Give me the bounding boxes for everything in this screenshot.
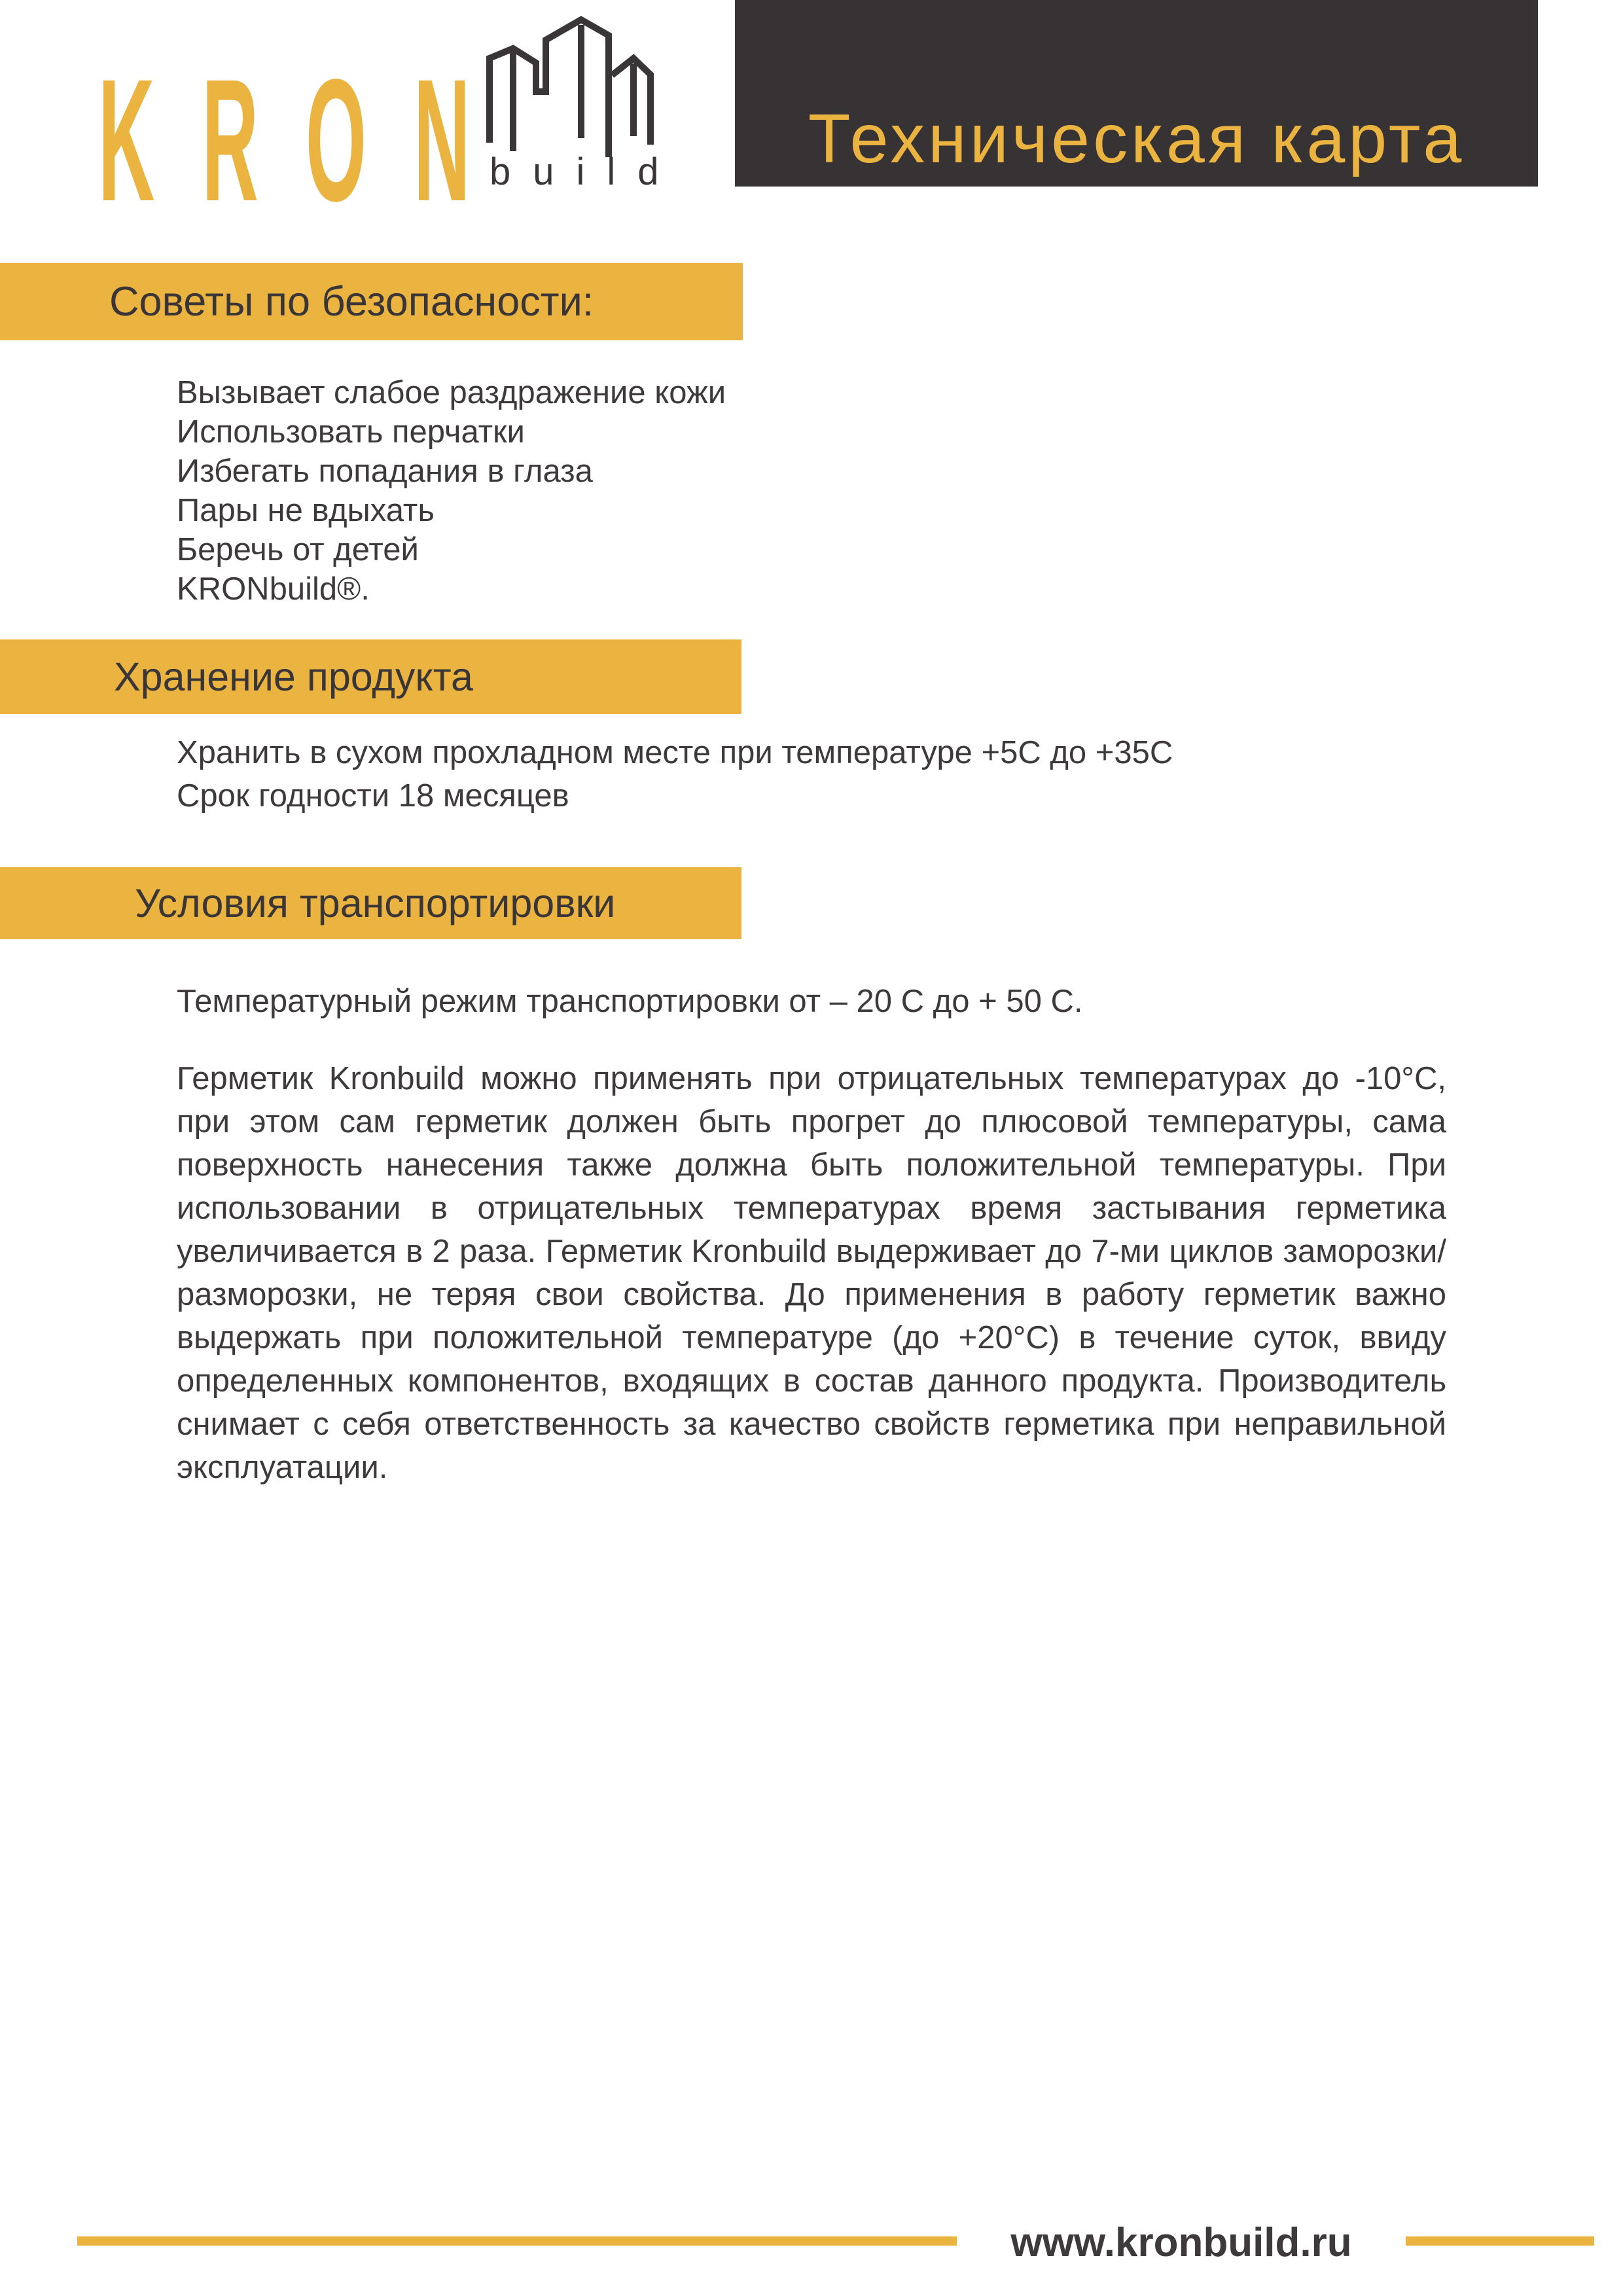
kron-logo-build-text: build xyxy=(490,151,681,193)
storage-line: Срок годности 18 месяцев xyxy=(177,778,569,814)
safety-item: Использовать перчатки xyxy=(177,414,525,450)
footer-website-link[interactable]: www.kronbuild.ru xyxy=(1010,2220,1352,2265)
section-banner-safety xyxy=(0,263,743,340)
building-skyline-icon xyxy=(470,0,660,164)
transport-intro-line: Температурный режим транспортировки от – 20 С до + 50 С. xyxy=(177,984,1083,1019)
safety-item: KRONbuild®. xyxy=(177,571,370,607)
section-banner-storage xyxy=(0,639,741,714)
section-banner-transport xyxy=(0,867,741,939)
storage-line: Хранить в сухом прохладном месте при температуре +5С до +35С xyxy=(177,735,1173,770)
safety-item: Беречь от детей xyxy=(177,532,419,567)
storage-info xyxy=(177,731,1173,817)
page-title: Техническая карта xyxy=(808,100,1465,178)
section-heading-safety: Советы по безопасности: xyxy=(109,279,594,325)
footer-rule-right xyxy=(1406,2236,1594,2246)
safety-list xyxy=(177,373,726,609)
transport-body-paragraph: Герметик Kronbuild можно применять при отрицательных температурах до -10°С, при этом сам герметик должен быть прогрет до плюсовой температуры, сама поверхность нанесения также должна быть положительной температуры. При использовании в отрицательных температурах время застывания герметика увеличивается в 2 раза. Герметик Kronbuild выдерживает до 7-ми циклов заморозки/разморозки, не теряя свои свойства. До применения в работу герметик важно выдержать при положительной температуре (до +20°С) в течение суток, ввиду определенных компонентов, входящих в состав данного продукта. Производитель снимает с себя ответственность за качество свойств герметика при неправильной эксплуатации. xyxy=(177,1061,1446,1485)
skyline-outline xyxy=(490,20,609,157)
kron-logo-wordmark xyxy=(98,42,518,238)
safety-item: Избегать попадания в глаза xyxy=(177,454,593,489)
section-heading-transport: Условия транспортировки xyxy=(135,881,616,925)
safety-item: Вызывает слабое раздражение кожи xyxy=(177,375,726,410)
header-title-box xyxy=(735,0,1538,187)
kron-logo-text: KRON xyxy=(98,42,518,238)
safety-item: Пары не вдыхать xyxy=(177,493,435,528)
section-heading-storage: Хранение продукта xyxy=(114,655,473,699)
footer-rule-left xyxy=(77,2236,957,2246)
